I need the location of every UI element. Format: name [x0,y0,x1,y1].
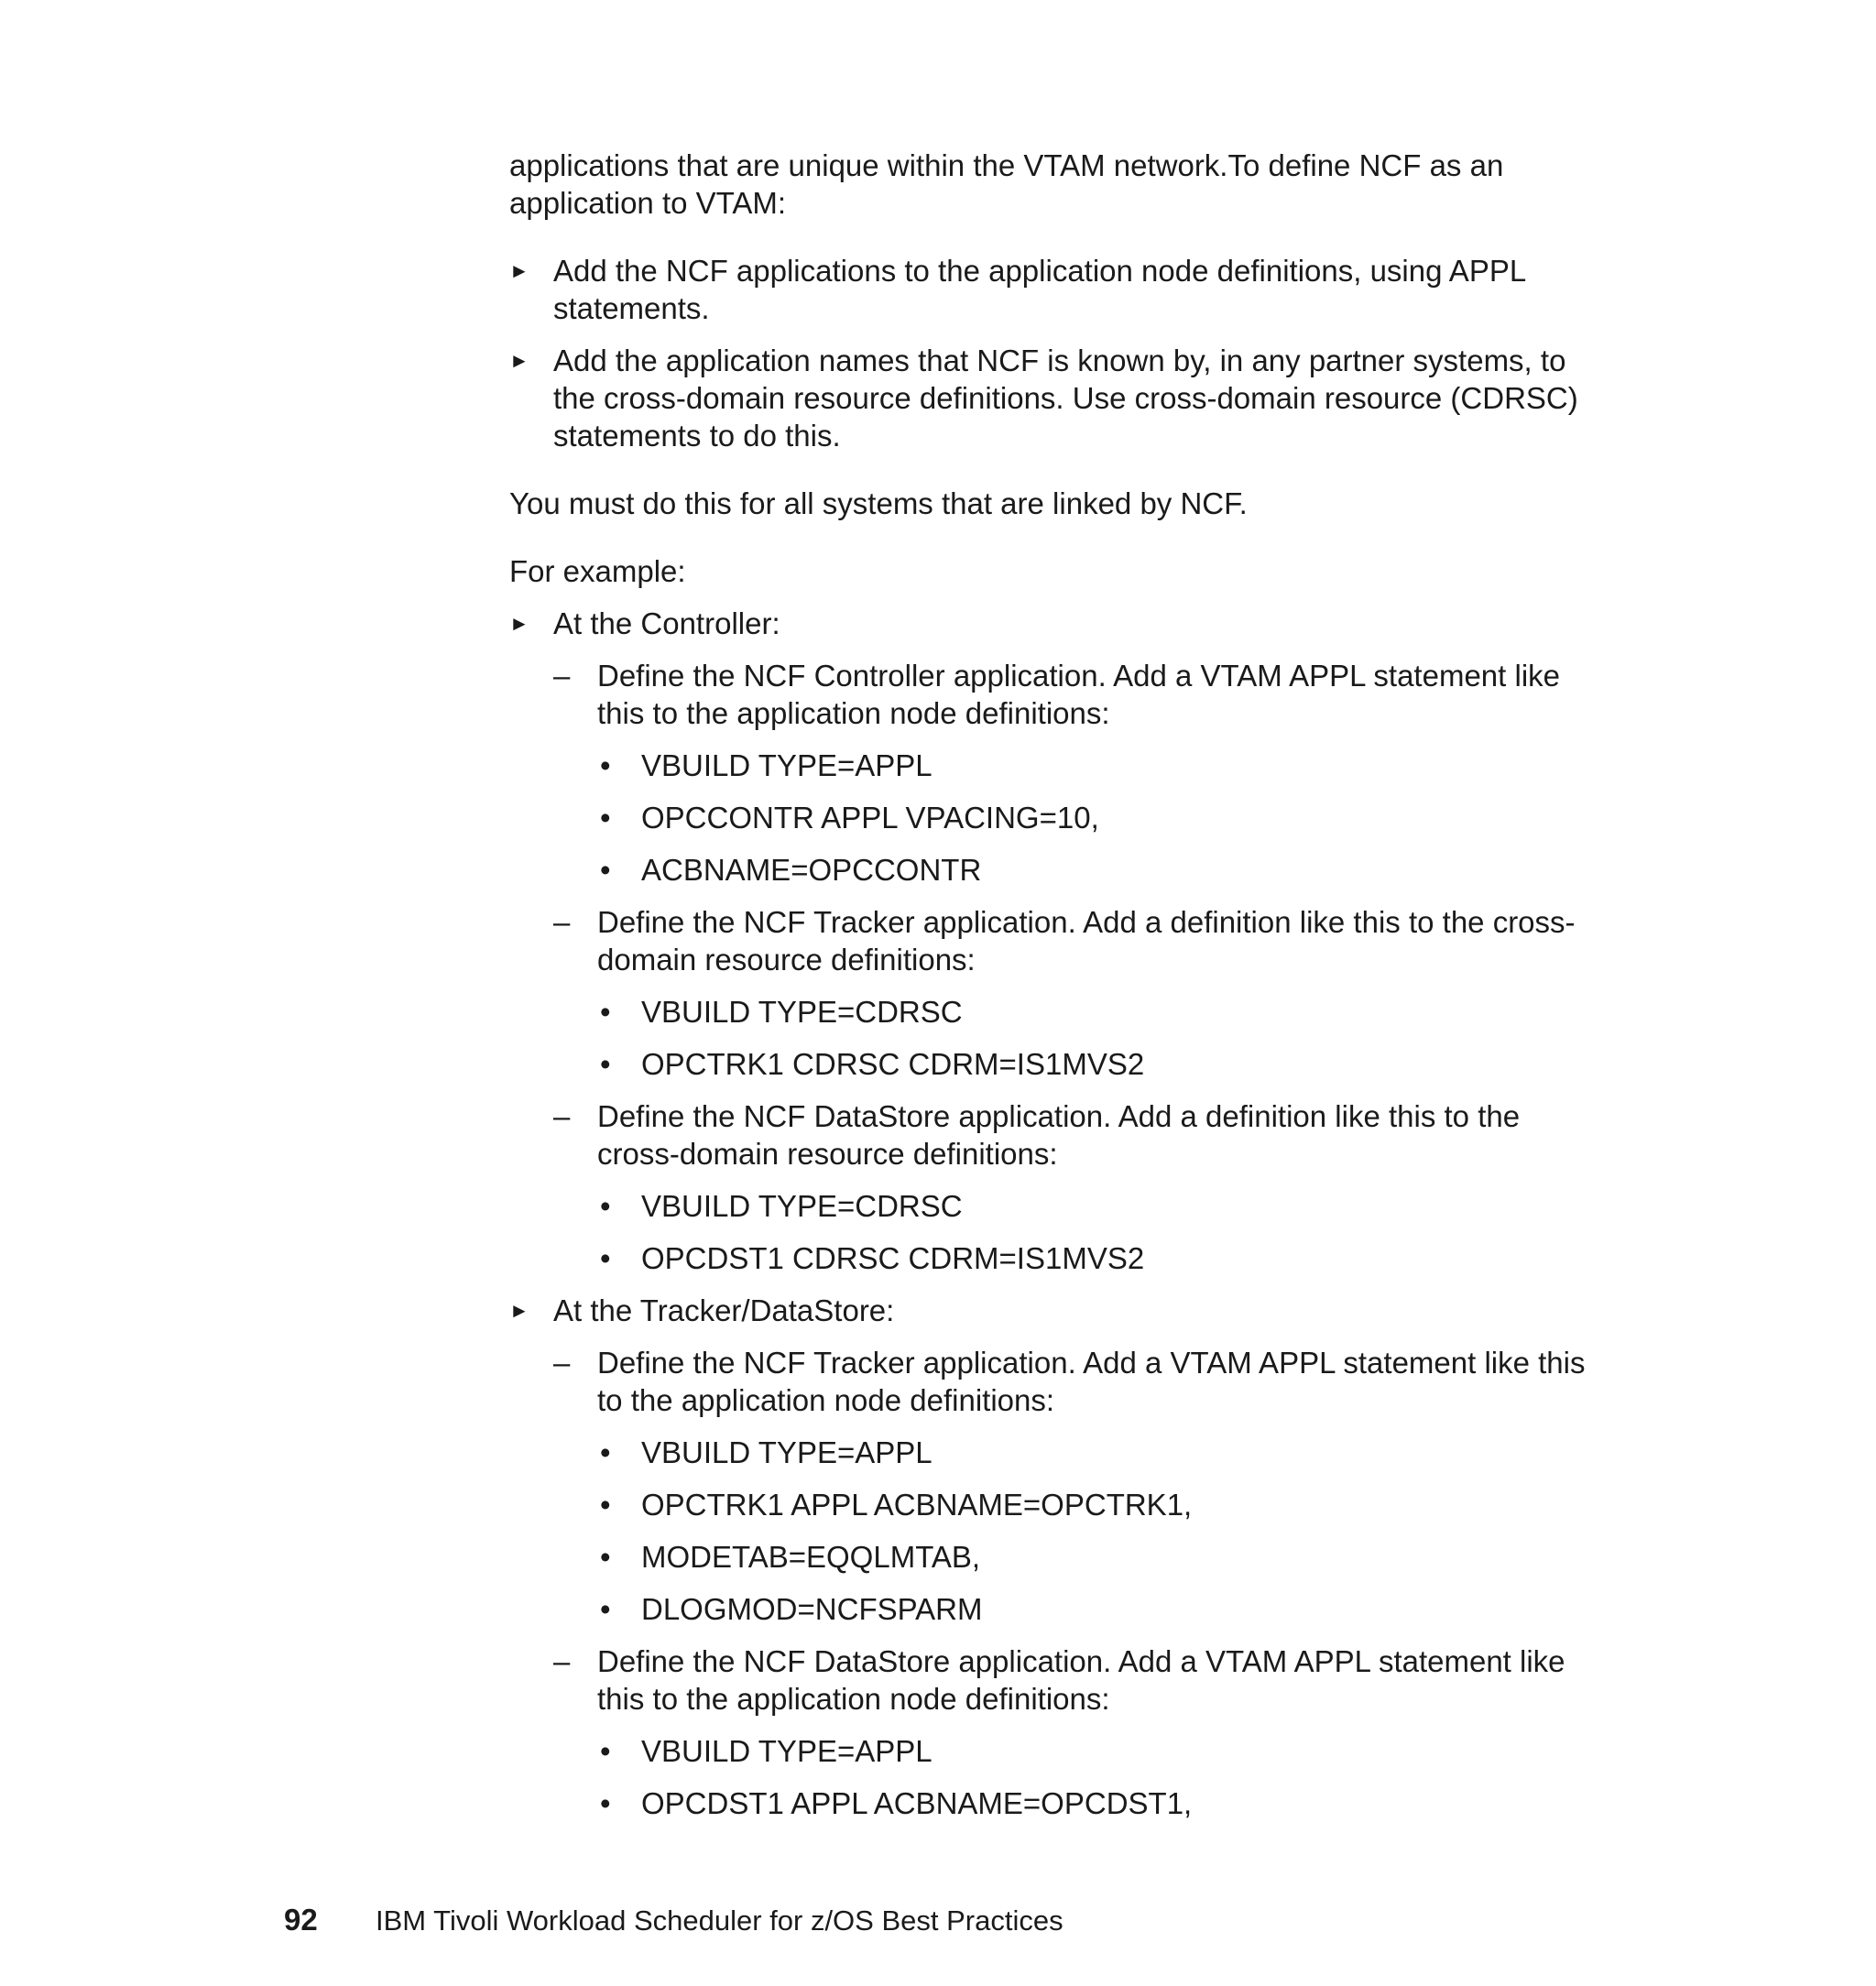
statement-item [597,1784,1609,1822]
triangle-bullet-icon: ► [509,612,529,635]
book-title: IBM Tivoli Workload Scheduler for z/OS Best Practices [376,1904,1063,1937]
statement-item [597,1239,1609,1277]
statement-item [597,799,1609,836]
list-item [509,342,1609,454]
dash-bullet-icon: – [553,905,571,939]
dot-bullet-icon: • [600,748,611,782]
triangle-bullet-icon: ► [509,259,529,282]
statement-item [597,1434,1609,1471]
intro-paragraph: applications that are unique within the VTAM network.To define NCF as an application to VTAM: [509,148,1504,220]
for-example-paragraph: For example: [509,554,686,588]
page-body [509,147,1609,1837]
statement-text: MODETAB=EQQLMTAB, [641,1540,981,1574]
page-footer [284,1903,1063,1938]
statement-text: VBUILD TYPE=CDRSC [641,1189,963,1223]
list-item [509,252,1609,327]
statement-text: OPCCONTR APPL VPACING=10, [641,801,1099,835]
list-item-text: Add the application names that NCF is known by, in any partner systems, to the cross-domain resource definitions. Use cross-domain resource (CDRSC) statements to do this. [553,344,1578,453]
dot-bullet-icon: • [600,1488,611,1522]
step-text: Define the NCF Tracker application. Add a definition like this to the cross-domain resource definitions: [597,905,1576,977]
dash-bullet-icon: – [553,1644,571,1678]
example-section [509,1292,1609,1822]
statement-item [597,1538,1609,1576]
statement-list [597,1187,1609,1277]
statement-list [597,1732,1609,1822]
step-text: Define the NCF DataStore application. Add a VTAM APPL statement like this to the application node definitions: [597,1644,1565,1716]
statement-item [597,851,1609,889]
statement-text: VBUILD TYPE=CDRSC [641,995,963,1029]
steps-list [553,657,1609,1277]
step-text: Define the NCF DataStore application. Add a definition like this to the cross-domain resource definitions: [597,1099,1521,1171]
statement-item [597,747,1609,784]
example-heading: At the Controller: [553,606,780,640]
statement-text: OPCTRK1 CDRSC CDRM=IS1MVS2 [641,1047,1145,1081]
step-item [553,1344,1609,1628]
steps-list [553,1344,1609,1822]
statement-text: DLOGMOD=NCFSPARM [641,1592,983,1626]
dot-bullet-icon: • [600,1734,611,1768]
dot-bullet-icon: • [600,1435,611,1469]
dot-bullet-icon: • [600,1189,611,1223]
statement-text: VBUILD TYPE=APPL [641,748,933,782]
all-systems-paragraph: You must do this for all systems that are linked by NCF. [509,486,1248,520]
statement-item [597,1045,1609,1083]
statement-item [597,1590,1609,1628]
step-item [553,657,1609,889]
step-item [553,1642,1609,1822]
dot-bullet-icon: • [600,1047,611,1081]
step-text: Define the NCF Tracker application. Add a VTAM APPL statement like this to the application node definitions: [597,1346,1586,1417]
dash-bullet-icon: – [553,1099,571,1133]
statement-item [597,993,1609,1031]
page-number: 92 [284,1903,318,1937]
step-item [553,903,1609,1083]
step-item [553,1097,1609,1277]
example-section [509,605,1609,1277]
statement-item [597,1187,1609,1225]
statement-text: OPCDST1 APPL ACBNAME=OPCDST1, [641,1786,1193,1820]
triangle-bullet-icon: ► [509,1299,529,1322]
statement-text: OPCDST1 CDRSC CDRM=IS1MVS2 [641,1241,1145,1275]
dot-bullet-icon: • [600,801,611,835]
dot-bullet-icon: • [600,853,611,887]
statement-text: VBUILD TYPE=APPL [641,1435,933,1469]
statement-text: ACBNAME=OPCCONTR [641,853,982,887]
statement-list [597,1434,1609,1628]
dot-bullet-icon: • [600,1241,611,1275]
triangle-bullet-icon: ► [509,349,529,372]
statement-list [597,747,1609,889]
list-item-text: Add the NCF applications to the application node definitions, using APPL statements. [553,254,1525,325]
statement-text: OPCTRK1 APPL ACBNAME=OPCTRK1, [641,1488,1193,1522]
dot-bullet-icon: • [600,1540,611,1574]
statement-text: VBUILD TYPE=APPL [641,1734,933,1768]
dot-bullet-icon: • [600,1786,611,1820]
dot-bullet-icon: • [600,995,611,1029]
examples-list [509,605,1609,1822]
step-text: Define the NCF Controller application. Add a VTAM APPL statement like this to the application node definitions: [597,659,1561,730]
statement-list [597,993,1609,1083]
example-heading: At the Tracker/DataStore: [553,1293,895,1327]
define-steps-list [509,252,1609,454]
dash-bullet-icon: – [553,659,571,693]
dot-bullet-icon: • [600,1592,611,1626]
statement-item [597,1732,1609,1770]
dash-bullet-icon: – [553,1346,571,1380]
statement-item [597,1486,1609,1523]
